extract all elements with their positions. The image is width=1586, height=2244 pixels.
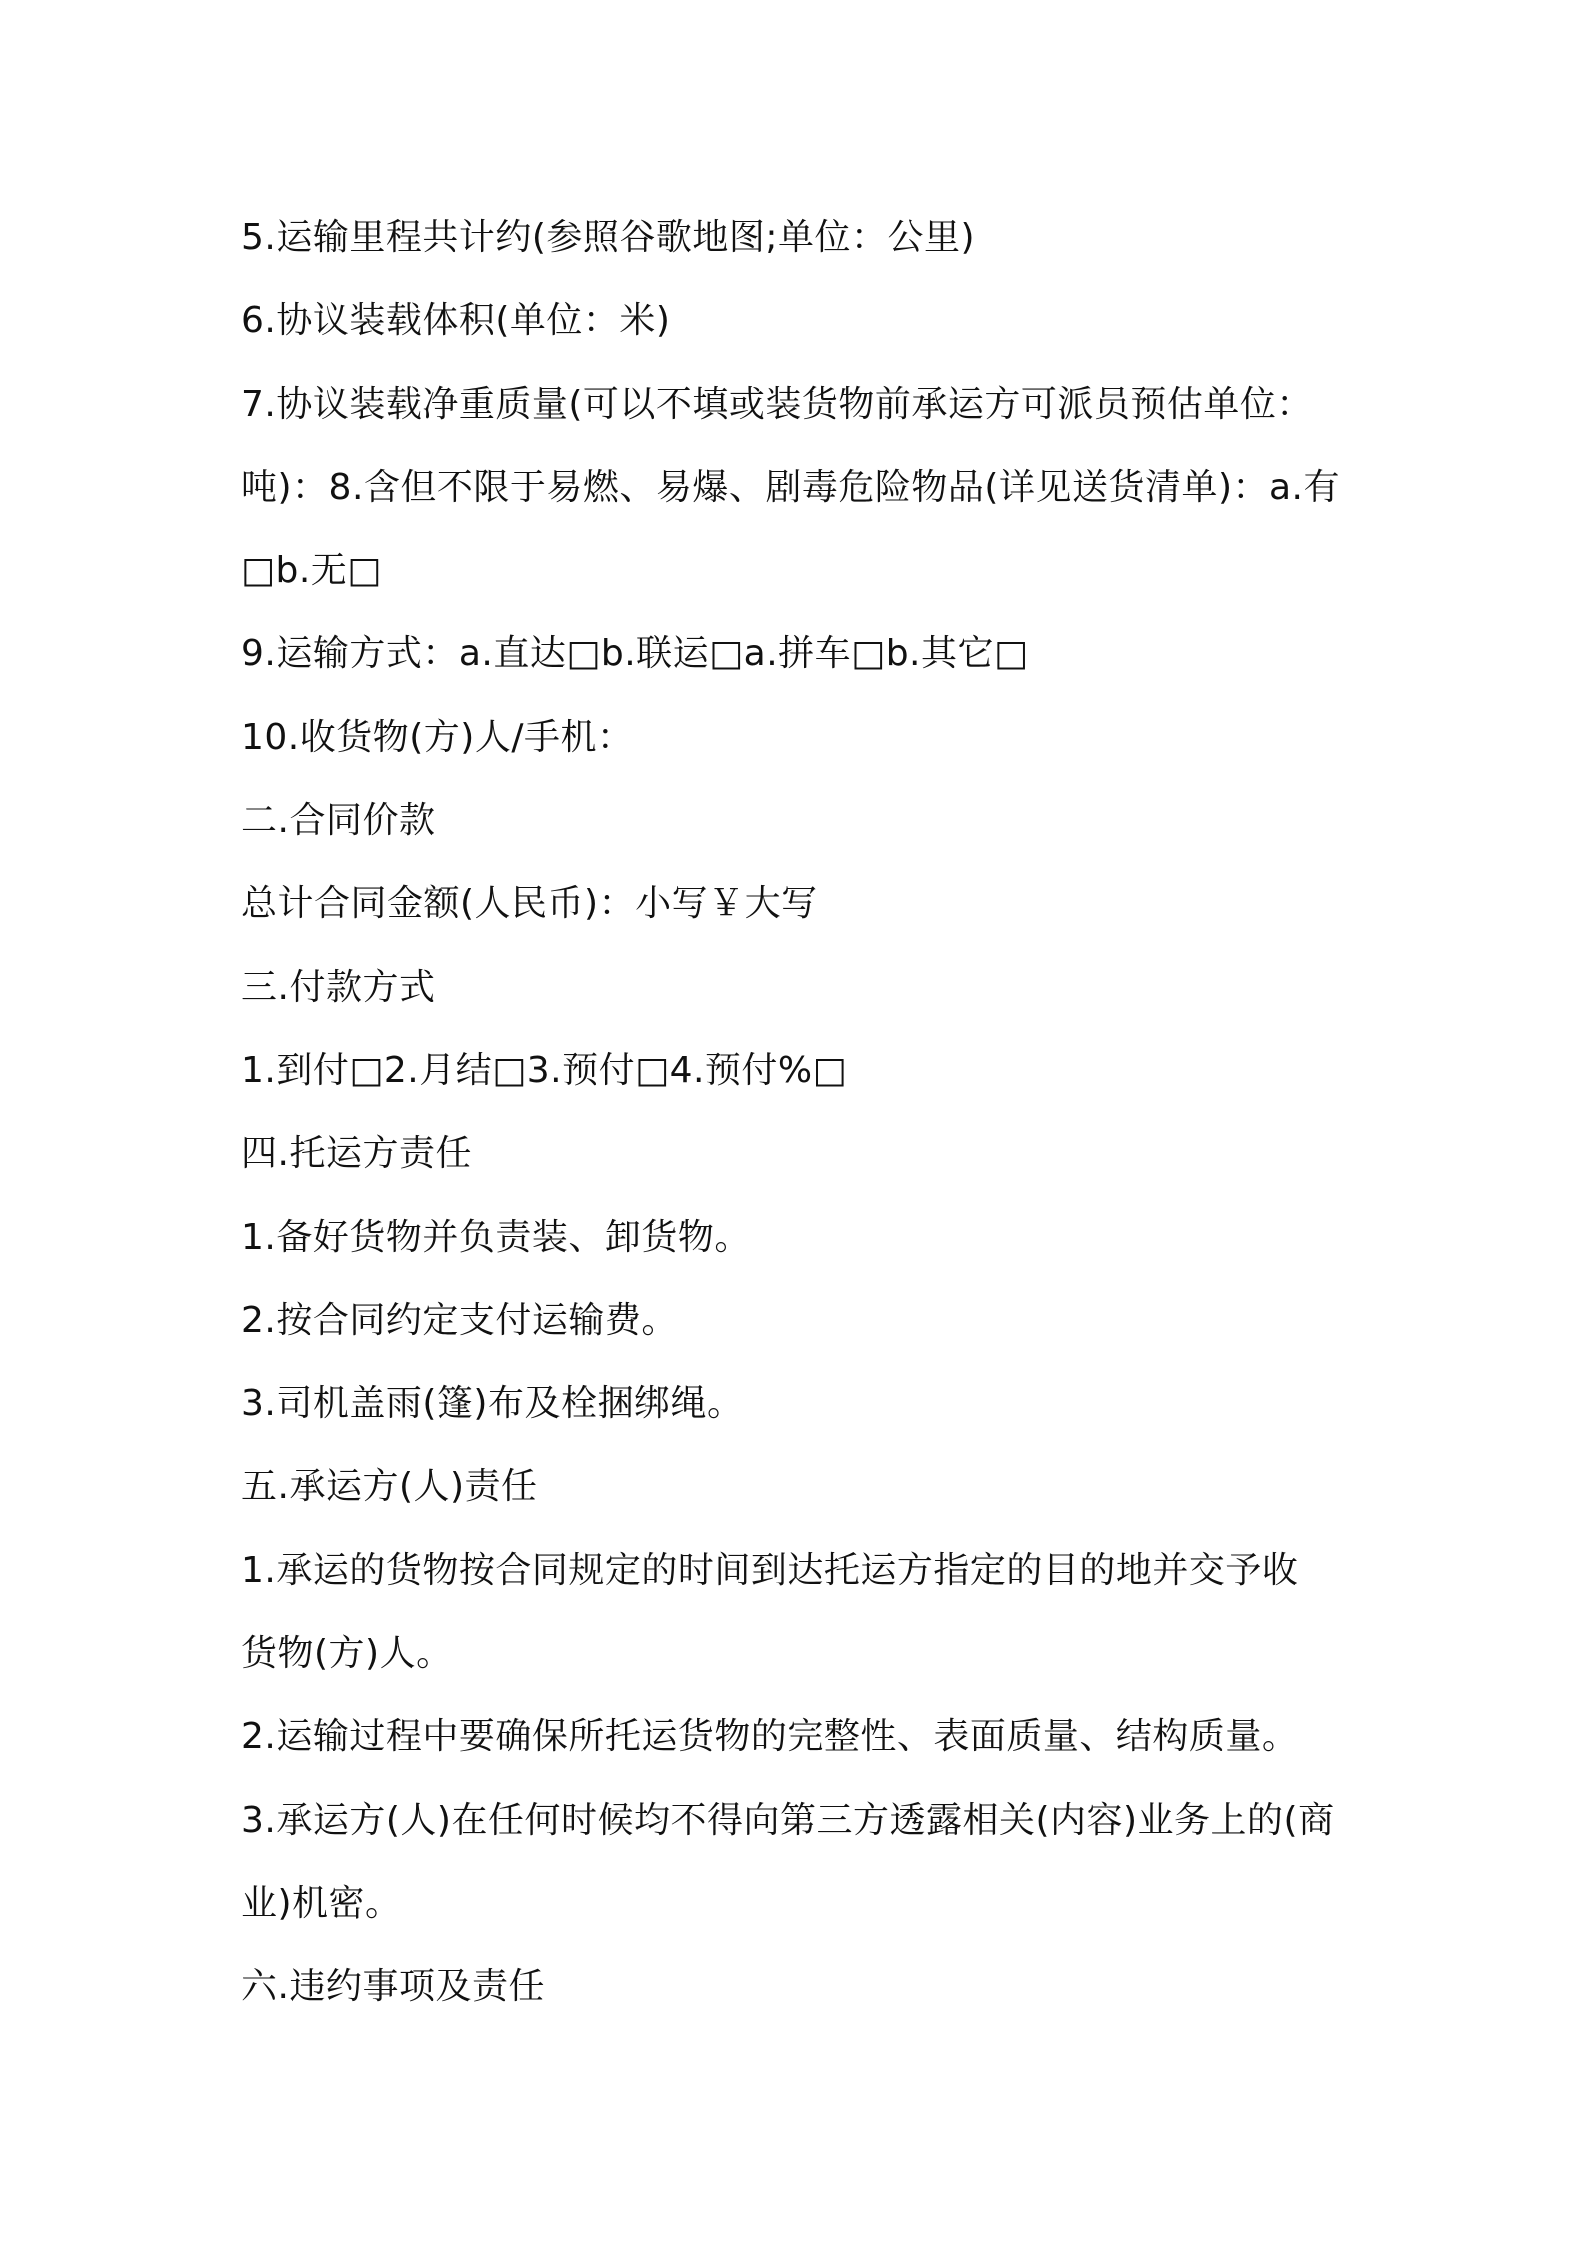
text-line-consignee: 10.收货物(方)人/手机： — [241, 716, 634, 758]
text-line-total-amount: 总计合同金额(人民币)：小写￥大写 — [241, 883, 818, 925]
text-line-mileage: 5.运输里程共计约(参照谷歌地图;单位：公里) — [241, 217, 976, 258]
text-line-net-weight: 7.协议装载净重质量(可以不填或装货物前承运方可派员预估单位： — [241, 383, 1313, 425]
text-line-carrier-duty-2: 2.运输过程中要确保所托运货物的完整性、表面质量、结构质量。 — [241, 1716, 1299, 1758]
text-line-carrier-duty-1: 1.承运的货物按合同规定的时间到达托运方指定的目的地并交予收 — [241, 1549, 1299, 1591]
text-line-shipper-duty-1: 1.备好货物并负责装、卸货物。 — [241, 1216, 751, 1258]
text-line-shipper-duty-2: 2.按合同约定支付运输费。 — [241, 1299, 678, 1341]
text-line-carrier-duty-3-cont: 业)机密。 — [241, 1882, 402, 1924]
text-line-shipper-duty-3: 3.司机盖雨(篷)布及栓捆绑绳。 — [241, 1383, 744, 1425]
section-heading-carrier-duties: 五.承运方(人)责任 — [241, 1466, 538, 1508]
text-line-payment-options: 1.到付□2.月结□3.预付□4.预付%□ — [241, 1049, 848, 1091]
text-line-volume: 6.协议装载体积(单位：米) — [241, 300, 671, 342]
section-heading-breach-liability: 六.违约事项及责任 — [241, 1966, 545, 2008]
section-heading-payment-method: 三.付款方式 — [241, 966, 436, 1008]
text-line-transport-mode: 9.运输方式：a.直达□b.联运□a.拼车□b.其它□ — [241, 633, 1029, 675]
text-line-carrier-duty-1-cont: 货物(方)人。 — [241, 1633, 453, 1675]
text-line-carrier-duty-3: 3.承运方(人)在任何时候均不得向第三方透露相关(内容)业务上的(商 — [241, 1799, 1335, 1841]
section-heading-shipper-duties: 四.托运方责任 — [241, 1133, 472, 1175]
text-line-hazardous-options: □b.无□ — [241, 550, 382, 592]
text-line-hazardous-goods: 吨)：8.含但不限于易燃、易爆、剧毒危险物品(详见送货清单)：a.有 — [241, 466, 1340, 508]
document-body — [241, 196, 1361, 2029]
section-heading-contract-price: 二.合同价款 — [241, 800, 436, 842]
